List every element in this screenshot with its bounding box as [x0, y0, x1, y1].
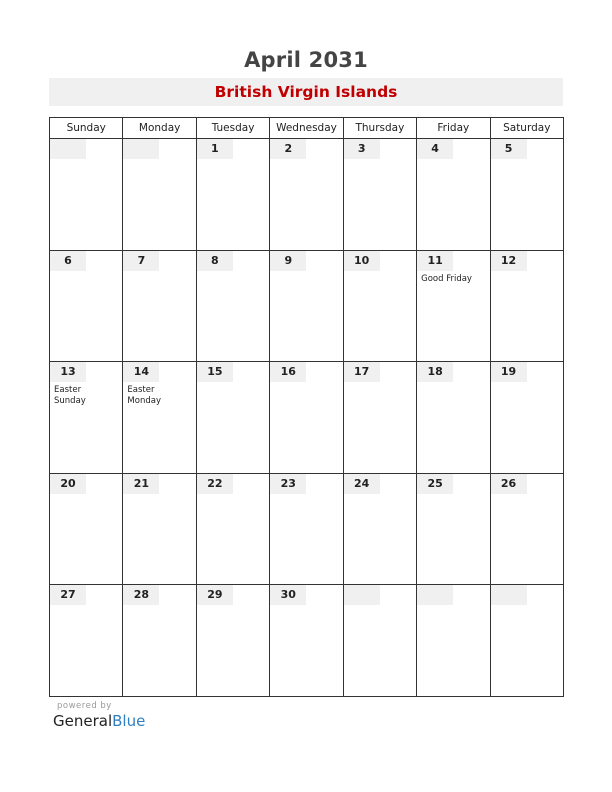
day-cell[interactable] — [123, 362, 196, 474]
day-number: 29 — [207, 588, 223, 602]
day-cell[interactable] — [196, 362, 269, 474]
day-cell[interactable] — [270, 473, 343, 585]
day-cell[interactable] — [490, 250, 563, 362]
holiday-label: Good Friday — [421, 273, 472, 284]
holiday-label: Easter Sunday — [54, 385, 86, 407]
holiday-label: Easter Monday — [127, 385, 161, 407]
weekday-header: Monday — [123, 118, 196, 139]
day-number: 20 — [60, 476, 76, 490]
day-number: 2 — [284, 142, 293, 155]
powered-by-text: powered by — [57, 701, 112, 711]
day-number: 14 — [133, 365, 150, 379]
day-number — [50, 139, 86, 159]
week-row — [50, 362, 564, 474]
day-cell[interactable] — [417, 473, 490, 585]
weekday-header: Sunday — [50, 118, 123, 139]
day-cell[interactable] — [50, 139, 123, 251]
day-cell[interactable] — [196, 585, 269, 697]
day-cell[interactable] — [490, 585, 563, 697]
day-cell[interactable] — [417, 362, 490, 474]
generalblue-logo[interactable] — [53, 712, 145, 730]
day-number: 17 — [354, 365, 370, 379]
day-number: 13 — [60, 365, 76, 379]
brand-blue-text: Blue — [112, 712, 146, 730]
day-cell[interactable] — [123, 250, 196, 362]
country-subtitle: British Virgin Islands — [49, 78, 563, 106]
day-cell[interactable] — [417, 585, 490, 697]
calendar-grid — [49, 117, 564, 697]
day-number — [123, 139, 159, 159]
day-number: 22 — [207, 476, 223, 490]
day-cell[interactable] — [196, 139, 269, 251]
brand-general-text: General — [53, 712, 113, 730]
day-number: 10 — [354, 253, 370, 267]
day-number: 6 — [64, 253, 72, 267]
day-cell[interactable] — [343, 139, 416, 251]
day-cell[interactable] — [50, 473, 123, 585]
day-cell[interactable] — [270, 362, 343, 474]
day-number: 30 — [280, 588, 296, 602]
week-row — [50, 473, 564, 585]
calendar-body — [50, 139, 564, 697]
day-cell[interactable] — [123, 473, 196, 585]
day-cell[interactable] — [270, 250, 343, 362]
day-number: 19 — [500, 365, 517, 379]
day-number: 27 — [60, 588, 76, 602]
day-number: 18 — [427, 365, 443, 379]
weekday-header: Wednesday — [270, 118, 343, 139]
day-cell[interactable] — [417, 139, 490, 251]
day-number: 9 — [284, 253, 293, 267]
day-number — [344, 585, 380, 605]
day-number — [491, 585, 527, 605]
day-cell[interactable] — [123, 585, 196, 697]
day-cell[interactable] — [343, 362, 416, 474]
day-number: 15 — [207, 365, 223, 379]
weekday-header: Thursday — [343, 118, 416, 139]
calendar-title: April 2031 — [244, 48, 368, 72]
day-number: 4 — [431, 142, 439, 155]
day-cell[interactable] — [50, 250, 123, 362]
day-number — [417, 585, 453, 605]
day-number: 28 — [133, 588, 150, 602]
week-row — [50, 250, 564, 362]
week-row — [50, 139, 564, 251]
day-number: 24 — [354, 476, 370, 490]
weekday-header: Saturday — [490, 118, 563, 139]
day-number: 8 — [211, 253, 219, 267]
day-number: 11 — [427, 253, 443, 267]
day-number: 1 — [211, 142, 219, 155]
day-cell[interactable] — [196, 473, 269, 585]
day-cell[interactable] — [270, 585, 343, 697]
day-cell[interactable] — [123, 139, 196, 251]
day-number: 16 — [280, 365, 296, 379]
day-cell[interactable] — [50, 362, 123, 474]
weekday-header: Friday — [417, 118, 490, 139]
day-cell[interactable] — [490, 362, 563, 474]
day-cell[interactable] — [343, 473, 416, 585]
day-number: 12 — [500, 253, 517, 267]
day-cell[interactable] — [196, 250, 269, 362]
weekday-header-row — [50, 118, 564, 139]
day-number: 25 — [427, 476, 443, 490]
day-cell[interactable] — [490, 139, 563, 251]
weekday-header: Tuesday — [196, 118, 269, 139]
week-row — [50, 585, 564, 697]
day-number: 5 — [504, 142, 513, 155]
day-cell[interactable] — [50, 585, 123, 697]
day-number: 3 — [357, 142, 366, 155]
day-number: 23 — [280, 476, 296, 490]
day-cell[interactable] — [270, 139, 343, 251]
day-cell[interactable] — [343, 250, 416, 362]
day-cell[interactable] — [490, 473, 563, 585]
day-cell[interactable] — [417, 250, 490, 362]
day-cell[interactable] — [343, 585, 416, 697]
day-number: 21 — [133, 476, 150, 490]
day-number: 26 — [500, 476, 517, 490]
day-number: 7 — [137, 253, 146, 267]
